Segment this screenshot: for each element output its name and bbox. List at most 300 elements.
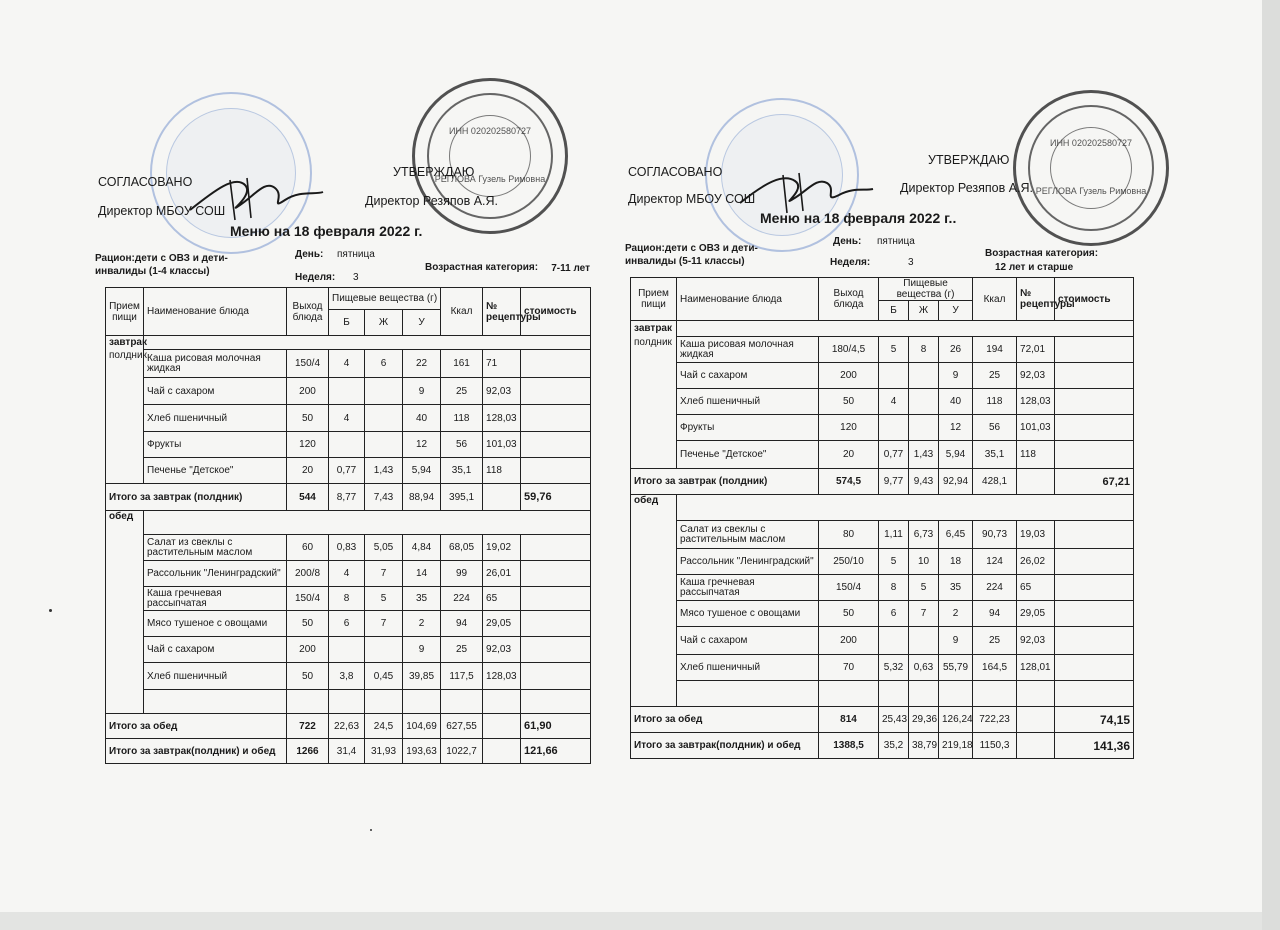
cell-dish: Чай с сахаром [144,637,287,663]
confirm-label: УТВЕРЖДАЮ [928,153,1010,167]
cell-kcal: 94 [973,601,1017,627]
cell-zh: 5 [909,575,939,601]
cell-cost [1055,627,1134,655]
cell-u: 40 [403,405,441,432]
cell-yield: 50 [287,611,329,637]
cell-kcal: 428,1 [973,469,1017,495]
cell-b: 0,77 [329,458,365,484]
day-label: День: [833,236,862,247]
cell-b: 5 [879,337,909,363]
cell-u: 219,18 [939,733,973,759]
cell-recipe: 92,03 [1017,627,1055,655]
cell-recipe: 128,03 [1017,389,1055,415]
cell-dish: Хлеб пшеничный [144,405,287,432]
week-label: Неделя: [830,257,871,268]
cell-cost: 59,76 [521,484,591,511]
cell-b: 4 [329,561,365,587]
cell-u: 12 [939,415,973,441]
cell-yield: 200 [819,363,879,389]
cell-u: 2 [939,601,973,627]
table-row [106,458,591,484]
signature [185,170,325,230]
cell-dish: Рассольник "Ленинградский" [144,561,287,587]
cell-u: 126,24 [939,707,973,733]
lunch-total-row [631,707,1134,733]
cell-u: 18 [939,549,973,575]
cell-cost [1055,549,1134,575]
cell-kcal: 25 [441,637,483,663]
cell-u: 92,94 [939,469,973,495]
cell-zh [909,389,939,415]
cell-dish: Чай с сахаром [677,363,819,389]
meal-breakfast: завтрак [106,336,144,350]
table-row [106,663,591,690]
cell-recipe: 29,05 [483,611,521,637]
cell-b: 4 [329,405,365,432]
cell-zh [365,637,403,663]
cell-yield: 120 [819,415,879,441]
cell-cost [1055,521,1134,549]
cell-yield: 150/4 [287,587,329,611]
cell-kcal: 56 [441,432,483,458]
cell-kcal: 627,55 [441,714,483,739]
header-nutrients: Пищевые вещества (г) [879,278,973,301]
cell-zh: 7,43 [365,484,403,511]
cell-recipe: 92,03 [1017,363,1055,389]
cell-u: 22 [403,350,441,378]
cell-u: 35 [403,587,441,611]
approved-label: СОГЛАСОВАНО [98,175,193,189]
cell-yield: 544 [287,484,329,511]
table-row [631,655,1134,681]
cell-dish: Фрукты [677,415,819,441]
cell-u: 4,84 [403,535,441,561]
header-yield: Выход блюда [287,288,329,336]
cell-label: Итого за завтрак(полдник) и обед [631,733,819,759]
table-row [106,611,591,637]
cell-b: 4 [879,389,909,415]
approved-by: Директор МБОУ СОШ [628,192,756,206]
cell-u: 55,79 [939,655,973,681]
cell-b: 0,83 [329,535,365,561]
cell-zh: 5,05 [365,535,403,561]
cell-b: 35,2 [879,733,909,759]
cell-u: 2 [403,611,441,637]
cell-recipe: 128,03 [483,663,521,690]
cell-yield: 20 [819,441,879,469]
cell-cost [521,637,591,663]
cell-b [879,363,909,389]
cell-zh [365,432,403,458]
cell-yield: 20 [287,458,329,484]
header-kcal: Ккал [441,288,483,336]
cell-dish: Мясо тушеное с овощами [677,601,819,627]
cell-recipe [1017,707,1055,733]
cell-kcal: 395,1 [441,484,483,511]
week-label: Неделя: [295,272,336,283]
cell-yield: 814 [819,707,879,733]
cell-cost [1055,601,1134,627]
cell-kcal: 25 [973,627,1017,655]
cell-yield: 250/10 [819,549,879,575]
cell-b: 31,4 [329,739,365,764]
cell-recipe [483,739,521,764]
meal-lunch: обед [106,511,144,535]
cell-zh: 7 [365,561,403,587]
cell-kcal: 1022,7 [441,739,483,764]
cell-cost [521,350,591,378]
header-b: Б [329,310,365,336]
cell-u: 14 [403,561,441,587]
cell-cost [521,378,591,405]
meal-breakfast: завтрак [631,321,677,337]
cell-yield: 200 [287,378,329,405]
table-row [631,441,1134,469]
cell-cost [1055,575,1134,601]
cell-cost [1055,441,1134,469]
cell-dish: Салат из свеклы с растительным маслом [144,535,287,561]
stamp-entrepreneur: РЕГЛОВА Гузель Римовна [1035,186,1147,196]
header-zh: Ж [909,301,939,321]
cell-zh: 9,43 [909,469,939,495]
cell-cost [521,535,591,561]
cell-cost: 61,90 [521,714,591,739]
cell-kcal: 224 [973,575,1017,601]
cell-kcal: 25 [973,363,1017,389]
scan-speck [49,609,52,612]
cell-b: 5,32 [879,655,909,681]
header-kcal: Ккал [973,278,1017,321]
menu-table [630,277,1134,759]
cell-b: 22,63 [329,714,365,739]
cell-b: 5 [879,549,909,575]
cell-kcal: 35,1 [441,458,483,484]
cell-recipe: 92,03 [483,637,521,663]
stamp-entrepreneur: РЕГЛОВА Гузель Римовна [434,174,546,184]
cell-zh: 8 [909,337,939,363]
cell-recipe: 19,03 [1017,521,1055,549]
header-u: У [403,310,441,336]
day-value: пятница [877,236,915,247]
cell-dish: Каша гречневая рассыпчатая [144,587,287,611]
cell-zh [365,378,403,405]
cell-b: 8,77 [329,484,365,511]
cell-dish: Фрукты [144,432,287,458]
cell-kcal: 90,73 [973,521,1017,549]
header-u: У [939,301,973,321]
cell-recipe: 71 [483,350,521,378]
ration-label: Рацион:дети с ОВЗ и дети-инвалиды (1-4 классы) [95,253,228,277]
week-value: 3 [908,257,914,268]
cell-recipe: 118 [483,458,521,484]
table-row [631,337,1134,363]
cell-yield: 60 [287,535,329,561]
cell-kcal: 56 [973,415,1017,441]
cell-u: 35 [939,575,973,601]
cell-dish: Чай с сахаром [677,627,819,655]
cell-u: 5,94 [939,441,973,469]
confirm-by: Директор Резяпов А.Я. [365,194,499,208]
cell-cost [1055,363,1134,389]
cell-kcal: 68,05 [441,535,483,561]
cell-dish: Чай с сахаром [144,378,287,405]
cell-dish: Каша рисовая молочная жидкая [677,337,819,363]
cell-label: Итого за завтрак(полдник) и обед [106,739,287,764]
cell-yield: 574,5 [819,469,879,495]
approved-by: Директор МБОУ СОШ [98,204,226,218]
cell-cost: 67,21 [1055,469,1134,495]
cell-yield: 200 [819,627,879,655]
cell-zh: 24,5 [365,714,403,739]
header-b: Б [879,301,909,321]
cell-kcal: 164,5 [973,655,1017,681]
cell-u: 9 [939,627,973,655]
age-label: Возрастная категория: [425,262,539,273]
cell-cost [521,432,591,458]
cell-recipe: 101,03 [1017,415,1055,441]
header-dish: Наименование блюда [144,288,287,336]
cell-zh: 31,93 [365,739,403,764]
cell-zh: 10 [909,549,939,575]
cell-recipe: 128,01 [1017,655,1055,681]
table-row [631,363,1134,389]
table-row [106,432,591,458]
cell-zh: 1,43 [365,458,403,484]
cell-yield: 80 [819,521,879,549]
cell-dish: Рассольник "Ленинградский" [677,549,819,575]
cell-b [879,627,909,655]
cell-dish: Хлеб пшеничный [677,655,819,681]
cell-recipe: 65 [1017,575,1055,601]
cell-yield: 150/4 [287,350,329,378]
cell-b: 6 [879,601,909,627]
table-row [106,378,591,405]
cell-dish: Печенье "Детское" [677,441,819,469]
cell-b: 25,43 [879,707,909,733]
round-stamp-black [412,78,568,234]
header-cost: стоимость [521,288,591,336]
day-label: День: [295,249,324,260]
day-value: пятница [337,249,375,260]
cell-zh: 5 [365,587,403,611]
cell-cost: 121,66 [521,739,591,764]
stamp-inn: ИНН 020202580727 [448,126,532,136]
cell-u: 88,94 [403,484,441,511]
grand-total-row [631,733,1134,759]
cell-dish: Каша гречневая рассыпчатая [677,575,819,601]
cell-zh [365,405,403,432]
table-row [106,535,591,561]
cell-b: 9,77 [879,469,909,495]
cell-label: Итого за завтрак (полдник) [631,469,819,495]
age-label: Возрастная категория: [985,248,1099,259]
cell-kcal: 99 [441,561,483,587]
page-title: Меню на 18 февраля 2022 г.. [760,210,957,226]
cell-zh [909,627,939,655]
cell-zh: 1,43 [909,441,939,469]
meal-snack: полдник [631,337,677,469]
cell-label: Итого за обед [106,714,287,739]
cell-recipe: 19,02 [483,535,521,561]
table-row [106,350,591,378]
cell-yield: 200/8 [287,561,329,587]
cell-cost [1055,655,1134,681]
cell-b: 8 [879,575,909,601]
cell-recipe: 26,02 [1017,549,1055,575]
cell-b: 0,77 [879,441,909,469]
cell-zh [909,415,939,441]
cell-kcal: 118 [973,389,1017,415]
age-value: 7-11 лет [551,263,590,274]
cell-u: 5,94 [403,458,441,484]
header-cost: стоимость [1055,278,1134,321]
cell-cost [1055,389,1134,415]
lunch-total-row [106,714,591,739]
breakfast-total-row [631,469,1134,495]
cell-kcal: 161 [441,350,483,378]
table-row [631,575,1134,601]
cell-dish: Салат из свеклы с растительным маслом [677,521,819,549]
cell-u: 26 [939,337,973,363]
cell-yield: 1388,5 [819,733,879,759]
cell-u: 9 [403,637,441,663]
header-meal: Прием пищи [631,278,677,321]
cell-cost: 141,36 [1055,733,1134,759]
cell-kcal: 94 [441,611,483,637]
cell-yield: 120 [287,432,329,458]
grand-total-row [106,739,591,764]
cell-yield: 1266 [287,739,329,764]
cell-u: 104,69 [403,714,441,739]
cell-cost [1055,415,1134,441]
cell-cost [521,458,591,484]
cell-recipe: 65 [483,587,521,611]
cell-u: 193,63 [403,739,441,764]
cell-cost [521,587,591,611]
cell-yield: 50 [287,663,329,690]
cell-recipe: 128,03 [483,405,521,432]
table-row [631,549,1134,575]
header-yield: Выход блюда [819,278,879,321]
cell-kcal: 35,1 [973,441,1017,469]
cell-kcal: 722,23 [973,707,1017,733]
cell-yield: 722 [287,714,329,739]
cell-zh [909,363,939,389]
cell-u: 39,85 [403,663,441,690]
page-title: Меню на 18 февраля 2022 г. [230,223,423,239]
confirm-by: Директор Резяпов А.Я. [900,181,1034,195]
cell-dish: Мясо тушеное с овощами [144,611,287,637]
cell-cost [1055,337,1134,363]
meal-snack: полдник [106,350,144,484]
cell-b: 8 [329,587,365,611]
cell-yield: 150/4 [819,575,879,601]
cell-yield: 70 [819,655,879,681]
cell-zh: 6 [365,350,403,378]
cell-recipe [483,484,521,511]
cell-cost [521,663,591,690]
cell-zh: 7 [909,601,939,627]
breakfast-total-row [106,484,591,511]
cell-kcal: 1150,3 [973,733,1017,759]
header-recipe: № рецептуры [1017,278,1055,321]
cell-recipe [1017,469,1055,495]
cell-dish: Печенье "Детское" [144,458,287,484]
cell-b [329,432,365,458]
table-row [631,415,1134,441]
confirm-label: УТВЕРЖДАЮ [393,165,475,179]
header-meal: Прием пищи [106,288,144,336]
cell-yield: 50 [819,601,879,627]
header-recipe: № рецептуры [483,288,521,336]
cell-recipe: 101,03 [483,432,521,458]
cell-b [329,637,365,663]
cell-yield: 200 [287,637,329,663]
cell-zh: 29,36 [909,707,939,733]
table-row [106,561,591,587]
cell-b [329,378,365,405]
cell-u: 9 [939,363,973,389]
week-value: 3 [353,272,359,283]
cell-yield: 50 [819,389,879,415]
table-row [106,587,591,611]
cell-cost [521,561,591,587]
scan-speck [370,829,372,831]
cell-u: 40 [939,389,973,415]
cell-zh: 38,79 [909,733,939,759]
cell-b: 1,11 [879,521,909,549]
header-dish: Наименование блюда [677,278,819,321]
cell-kcal: 117,5 [441,663,483,690]
cell-kcal: 118 [441,405,483,432]
menu-table [105,287,591,764]
cell-label: Итого за обед [631,707,819,733]
cell-kcal: 194 [973,337,1017,363]
cell-recipe [1017,733,1055,759]
cell-dish: Хлеб пшеничный [144,663,287,690]
cell-zh: 6,73 [909,521,939,549]
cell-b: 3,8 [329,663,365,690]
cell-kcal: 25 [441,378,483,405]
cell-zh: 7 [365,611,403,637]
cell-yield: 180/4,5 [819,337,879,363]
cell-u: 9 [403,378,441,405]
cell-dish: Каша рисовая молочная жидкая [144,350,287,378]
cell-recipe: 92,03 [483,378,521,405]
cell-cost: 74,15 [1055,707,1134,733]
cell-kcal: 224 [441,587,483,611]
header-zh: Ж [365,310,403,336]
stamp-inn: ИНН 020202580727 [1049,138,1133,148]
cell-b [879,415,909,441]
header-nutrients: Пищевые вещества (г) [329,288,441,310]
table-row [631,389,1134,415]
cell-yield: 50 [287,405,329,432]
cell-recipe: 29,05 [1017,601,1055,627]
table-row [631,627,1134,655]
ration-label: Рацион:дети с ОВЗ и дети-инвалиды (5-11 классы) [625,243,758,267]
age-value: 12 лет и старше [995,262,1074,273]
scan-edge [1262,0,1280,930]
cell-recipe: 26,01 [483,561,521,587]
approved-label: СОГЛАСОВАНО [628,165,723,179]
cell-cost [521,405,591,432]
table-row [631,521,1134,549]
cell-label: Итого за завтрак (полдник) [106,484,287,511]
cell-dish: Хлеб пшеничный [677,389,819,415]
table-row [631,601,1134,627]
cell-recipe: 72,01 [1017,337,1055,363]
